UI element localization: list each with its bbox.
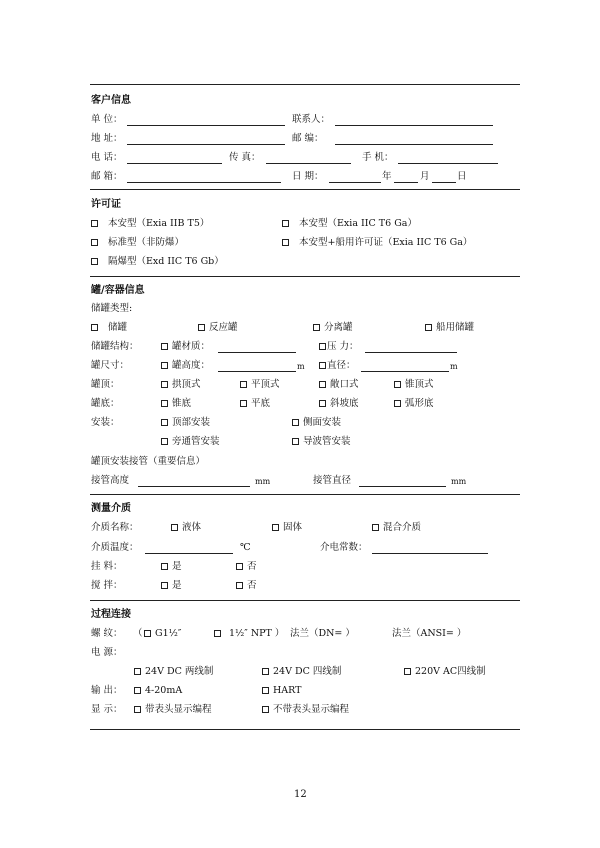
option-label: 储罐 — [108, 322, 128, 333]
option-label: 固体 — [283, 522, 303, 533]
thread-open: （ — [133, 628, 143, 639]
option-label: 分离罐 — [324, 322, 353, 333]
output-label: 输 出： — [91, 685, 123, 696]
phone-field[interactable] — [127, 163, 222, 164]
option-label: 罐材质： — [172, 341, 211, 352]
checkbox-icon — [236, 582, 243, 589]
nozzle-diameter-unit: mm — [451, 477, 467, 486]
tank-bottom-slope[interactable] — [319, 398, 359, 410]
tank-structure-label: 储罐结构： — [91, 341, 139, 352]
option-label: 敞口式 — [330, 379, 359, 390]
thread-npt[interactable] — [214, 628, 284, 640]
option-label: 锥顶式 — [405, 379, 434, 390]
checkbox-icon — [425, 324, 432, 331]
output-4-20ma[interactable] — [134, 685, 182, 697]
flange-ansi[interactable]: 法兰（ANSI= ） — [392, 628, 467, 639]
license-option-exd[interactable] — [91, 256, 224, 268]
checkbox-icon — [262, 668, 269, 675]
option-label: 压 力： — [327, 341, 359, 352]
checkbox-icon — [161, 438, 168, 445]
checkbox-icon — [161, 563, 168, 570]
option-label: HART — [273, 685, 302, 696]
phone-label: 电 话： — [91, 152, 123, 163]
tank-type-storage[interactable] — [91, 322, 127, 334]
postcode-field[interactable] — [335, 144, 493, 145]
tank-pressure-option[interactable] — [319, 341, 359, 353]
checkbox-icon — [272, 524, 279, 531]
tank-type-reactor[interactable] — [198, 322, 238, 334]
checkbox-icon — [372, 524, 379, 531]
checkbox-icon — [161, 343, 168, 350]
checkbox-icon — [134, 668, 141, 675]
medium-temp-unit: ℃ — [240, 542, 251, 553]
checkbox-icon — [394, 381, 401, 388]
option-label: 220V AC四线制 — [415, 666, 486, 677]
tank-type-label: 储罐类型: — [91, 303, 133, 314]
checkbox-icon — [240, 381, 247, 388]
stir-label: 搅 拌： — [91, 580, 123, 591]
month-label: 月 — [420, 171, 430, 182]
mobile-label: 手 机： — [362, 152, 394, 163]
display-with-head[interactable] — [134, 704, 212, 716]
tank-bottom-cone[interactable] — [161, 398, 191, 410]
option-label: 24V DC 两线制 — [145, 666, 214, 677]
day-label: 日 — [457, 171, 467, 182]
tank-type-marine[interactable] — [425, 322, 474, 334]
install-side[interactable] — [292, 417, 341, 429]
power-label: 电 源： — [91, 647, 123, 658]
dielectric-label: 介电常数： — [320, 542, 368, 553]
nozzle-height-label: 接管高度 — [91, 475, 130, 486]
option-label: 混合介质 — [383, 522, 422, 533]
divider — [90, 494, 520, 495]
option-label: 平底 — [251, 398, 271, 409]
page-number: 12 — [294, 789, 307, 800]
tank-size-label: 罐尺寸： — [91, 360, 130, 371]
unit-field[interactable] — [127, 125, 285, 126]
email-label: 邮 箱： — [91, 171, 123, 182]
option-label: 本安型+船用许可证（Exia IIC T6 Ga） — [299, 237, 473, 248]
checkbox-icon — [292, 419, 299, 426]
nozzle-title: 罐顶安装接管（重要信息） — [91, 456, 206, 467]
tank-type-separator[interactable] — [313, 322, 353, 334]
checkbox-icon — [394, 400, 401, 407]
checkbox-icon — [161, 381, 168, 388]
checkbox-icon — [91, 239, 98, 246]
option-label: 直径： — [327, 360, 356, 371]
postcode-label: 邮 编： — [292, 133, 324, 144]
checkbox-icon — [319, 343, 326, 350]
install-label: 安装： — [91, 417, 120, 428]
tank-height-field[interactable] — [218, 371, 296, 372]
checkbox-icon — [319, 362, 326, 369]
checkbox-icon — [313, 324, 320, 331]
stir-no[interactable] — [236, 580, 257, 592]
checkbox-icon — [240, 400, 247, 407]
power-220v-4wire[interactable] — [404, 666, 486, 678]
medium-liquid[interactable] — [171, 522, 201, 534]
option-label: 侧面安装 — [303, 417, 342, 428]
tank-bottom-arc[interactable] — [394, 398, 434, 410]
section-title-medium: 测量介质 — [91, 503, 131, 514]
option-label: 平顶式 — [251, 379, 280, 390]
license-option-marine[interactable] — [282, 237, 472, 249]
option-label: 本安型（Exia IIB T5） — [108, 218, 210, 229]
flange-dn[interactable]: 法兰（DN= ） — [290, 628, 355, 639]
checkbox-icon — [319, 381, 326, 388]
option-label: 否 — [247, 580, 257, 591]
divider — [90, 729, 520, 730]
option-label: 罐高度： — [172, 360, 211, 371]
month-field[interactable] — [394, 182, 418, 183]
address-field[interactable] — [127, 144, 285, 145]
install-stilling-well[interactable] — [292, 436, 351, 448]
tank-material-field[interactable] — [218, 352, 296, 353]
thread-label: 螺 纹： — [91, 628, 123, 639]
checkbox-icon — [236, 563, 243, 570]
option-label: 是 — [172, 580, 182, 591]
dielectric-field[interactable] — [372, 553, 488, 554]
option-label: 是 — [172, 561, 182, 572]
stir-yes[interactable] — [161, 580, 182, 592]
tank-top-flat[interactable] — [240, 379, 280, 391]
checkbox-icon — [161, 419, 168, 426]
tank-diameter-unit: m — [450, 362, 458, 371]
divider — [90, 600, 520, 601]
medium-solid[interactable] — [272, 522, 302, 534]
option-label: 标准型（非防爆） — [108, 237, 185, 248]
tank-height-unit: m — [297, 362, 305, 371]
contact-field[interactable] — [335, 125, 493, 126]
medium-mixed[interactable] — [372, 522, 421, 534]
checkbox-icon — [91, 220, 98, 227]
option-label: 反应罐 — [209, 322, 238, 333]
display-without-head[interactable] — [262, 704, 349, 716]
checkbox-icon — [134, 706, 141, 713]
checkbox-icon — [262, 706, 269, 713]
install-top[interactable] — [161, 417, 210, 429]
checkbox-icon — [404, 668, 411, 675]
checkbox-icon — [161, 400, 168, 407]
nozzle-diameter-label: 接管直径 — [313, 475, 352, 486]
divider — [90, 276, 520, 277]
hang-label: 挂 料： — [91, 561, 123, 572]
tank-bottom-flat[interactable] — [240, 398, 270, 410]
checkbox-icon — [161, 362, 168, 369]
option-label: 导波管安装 — [303, 436, 351, 447]
install-bypass[interactable] — [161, 436, 220, 448]
checkbox-icon — [171, 524, 178, 531]
option-label: 1½″ NPT ） — [229, 628, 285, 639]
option-label: 不带表头显示编程 — [273, 704, 350, 715]
option-label: 锥底 — [172, 398, 192, 409]
hang-no[interactable] — [236, 561, 257, 573]
section-title-process: 过程连接 — [91, 609, 131, 620]
mobile-field[interactable] — [398, 163, 498, 164]
checkbox-icon — [134, 687, 141, 694]
tank-bottom-label: 罐底： — [91, 398, 120, 409]
nozzle-height-unit: mm — [255, 477, 271, 486]
fax-field[interactable] — [266, 163, 351, 164]
option-label: 隔爆型（Exd IIC T6 Gb） — [108, 256, 224, 267]
option-label: 本安型（Exia IIC T6 Ga） — [299, 218, 417, 229]
thread-g[interactable] — [144, 628, 181, 640]
medium-temp-label: 介质温度： — [91, 542, 139, 553]
medium-name-label: 介质名称： — [91, 522, 139, 533]
nozzle-height-field[interactable] — [138, 486, 250, 487]
tank-diameter-field[interactable] — [361, 371, 449, 372]
nozzle-diameter-field[interactable] — [359, 486, 446, 487]
medium-temp-field[interactable] — [145, 553, 233, 554]
output-hart[interactable] — [262, 685, 301, 697]
section-title-customer: 客户信息 — [91, 95, 131, 106]
tank-material-option[interactable] — [161, 341, 210, 353]
tank-top-open[interactable] — [319, 379, 359, 391]
checkbox-icon — [198, 324, 205, 331]
checkbox-icon — [319, 400, 326, 407]
option-label: 斜坡底 — [330, 398, 359, 409]
option-label: 旁通管安装 — [172, 436, 220, 447]
contact-label: 联系人： — [292, 114, 331, 125]
hang-yes[interactable] — [161, 561, 182, 573]
option-label: 顶部安装 — [172, 417, 211, 428]
license-option-exia-iic[interactable] — [282, 218, 417, 230]
display-label: 显 示： — [91, 704, 123, 715]
unit-label: 单 位： — [91, 114, 123, 125]
divider — [90, 84, 520, 85]
power-24v-2wire[interactable] — [134, 666, 213, 678]
license-option-standard[interactable] — [91, 237, 184, 249]
email-field[interactable] — [127, 182, 281, 183]
tank-height-option[interactable] — [161, 360, 210, 372]
year-field[interactable] — [329, 182, 381, 183]
fax-label: 传 真： — [229, 152, 261, 163]
option-label: 船用储罐 — [436, 322, 475, 333]
date-label: 日 期： — [292, 171, 324, 182]
option-label: 拱顶式 — [172, 379, 201, 390]
checkbox-icon — [262, 687, 269, 694]
option-label: G1½″ — [155, 628, 182, 639]
option-label: 4-20mA — [145, 685, 183, 696]
checkbox-icon — [144, 630, 151, 637]
checkbox-icon — [91, 324, 98, 331]
option-label: 液体 — [182, 522, 202, 533]
option-label: 否 — [247, 561, 257, 572]
tank-top-label: 罐顶： — [91, 379, 120, 390]
checkbox-icon — [282, 220, 289, 227]
day-field[interactable] — [432, 182, 456, 183]
option-label: 24V DC 四线制 — [273, 666, 342, 677]
license-option-exia-iib[interactable] — [91, 218, 209, 230]
checkbox-icon — [282, 239, 289, 246]
checkbox-icon — [292, 438, 299, 445]
power-24v-4wire[interactable] — [262, 666, 341, 678]
option-label: 带表头显示编程 — [145, 704, 212, 715]
address-label: 地 址： — [91, 133, 123, 144]
option-label: 弧形底 — [405, 398, 434, 409]
tank-pressure-field[interactable] — [365, 352, 457, 353]
section-title-tank: 罐/容器信息 — [91, 285, 145, 296]
checkbox-icon — [91, 258, 98, 265]
tank-diameter-option[interactable] — [319, 360, 356, 372]
section-title-license: 许可证 — [91, 199, 121, 210]
checkbox-icon — [161, 582, 168, 589]
checkbox-icon — [214, 630, 221, 637]
year-label: 年 — [382, 171, 392, 182]
divider — [90, 189, 520, 190]
tank-top-dome[interactable] — [161, 379, 201, 391]
tank-top-cone[interactable] — [394, 379, 434, 391]
